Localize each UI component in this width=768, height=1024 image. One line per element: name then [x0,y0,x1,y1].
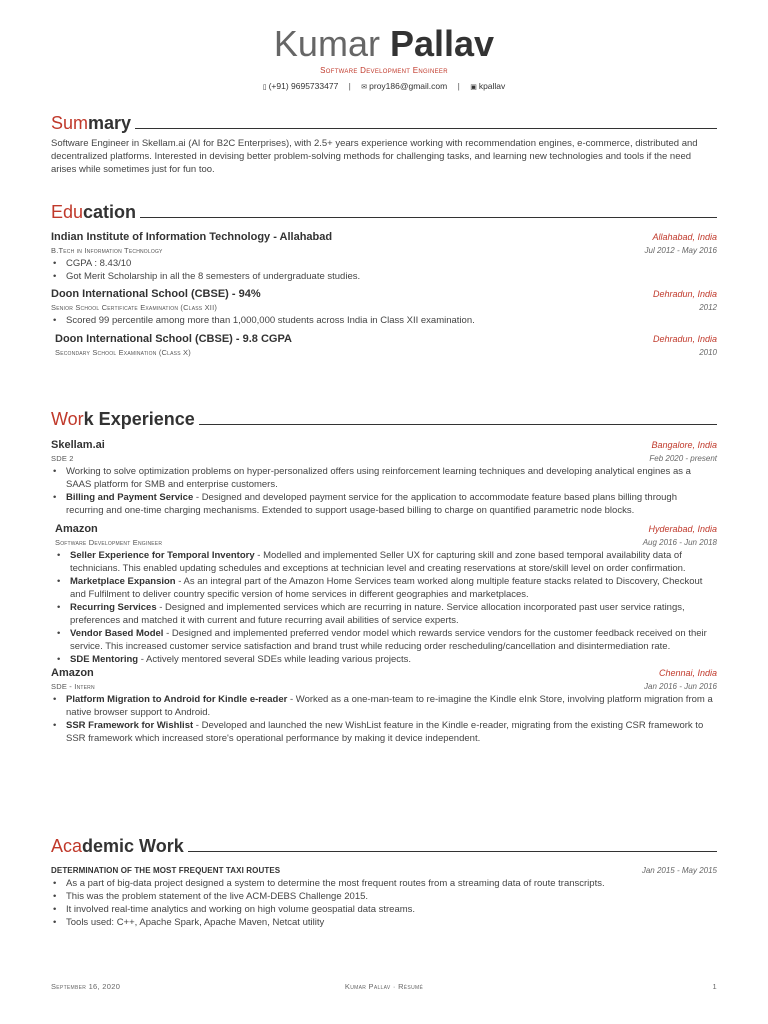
list-item [55,549,717,575]
company-name: Skellam.ai [51,439,105,451]
item-heading: Seller Experience for Temporal Inventory [70,550,255,561]
item-heading: SSR Framework for Wishlist [66,720,194,731]
item-text: - Designed and developed payment service for the application to accommodate feature based plans billing through recurring and one-time charging mechanisms. Extended to support usage-based billing to charge on quantified parametric node blocks. [66,492,677,516]
institution-name: Indian Institute of Information Technology - Allahabad [51,231,333,243]
list-item [51,719,717,745]
detail-list [51,693,717,745]
education-entry [51,333,717,357]
section-heading [51,834,717,856]
phone-number: (+91) 9695733477 [268,81,339,91]
job-entry [51,667,717,745]
footer-date: September 16, 2020 [51,982,121,991]
section-heading [51,111,717,133]
education-section [51,200,717,357]
item-heading: Vendor Based Model [70,628,164,639]
title-accent: Sum [51,113,89,133]
location: Dehradun, India [652,289,717,299]
date-range: Jan 2016 - Jun 2016 [644,682,717,691]
section-title [51,113,131,133]
list-item: • As a part of big-data project designed a system to determine the most frequent routes from a streaming data of route transcripts. [51,877,717,890]
title-accent: Edu [51,202,84,222]
linkedin-icon: ▣ [470,84,477,91]
footer-title: Kumar Pallav · Résumé [344,982,424,991]
item-text: - As an integral part of the Amazon Home Services team worked along multiple feature stacks related to Discovery, Checkout and Fulfilment to deliver country specific version of home services in different geographies and marketplaces. [70,576,703,600]
item-text: - Worked as a one-man-team to re-imagine the Kindle eInk Store, involving platform migration from a native browser support to Android. [66,694,713,718]
detail-list [51,465,717,517]
separator: | [457,81,460,91]
location: Allahabad, India [652,232,717,242]
title-accent: Aca [51,836,83,856]
email-link[interactable]: proy186@gmail.com [369,81,448,91]
item-text: Working to solve optimization problems on hyper-personalized offers using reinforcement learning techniques and developing analytical engines as a SAAS platform for SMB and enterprise customers. [66,466,691,490]
job-title: SDE 2 [51,454,74,463]
job-position: Software Development Engineer [320,66,448,75]
item-text: - Actively mentored several SDEs while leading various projects. [138,654,412,665]
location: Hyderabad, India [648,524,717,534]
list-item [55,601,717,627]
location: Dehradun, India [652,334,717,344]
title-rest: k Experience [83,409,195,429]
project-entry [51,866,717,929]
job-entry [51,523,717,666]
section-divider [140,217,717,218]
company-name: Amazon [51,667,94,679]
list-item: • Tools used: C++, Apache Spark, Apache Maven, Netcat utility [51,916,717,929]
item-text: - Developed and launched the new WishList feature in the Kindle e-reader, migrating from the existing CSR framework to SSR framework which increased store's operational performance by making it device independent. [66,720,704,744]
degree: Secondary School Examination (Class X) [55,348,191,357]
job-title: SDE - Intern [51,682,95,691]
list-item [55,653,717,666]
academic-work-section [51,834,717,929]
candidate-name [0,22,768,66]
summary-section [51,111,717,176]
company-name: Amazon [55,523,98,535]
list-item [51,491,717,517]
item-heading: Billing and Payment Service [66,492,194,503]
institution-name: Doon International School (CBSE) - 9.8 CGPA [55,333,292,345]
section-title [51,409,195,429]
date-range: 2012 [699,303,717,312]
list-item: • It involved real-time analytics and working on high volume geospatial data streams. [51,903,717,916]
section-title [51,202,136,222]
title-rest: demic Work [82,836,184,856]
list-item: • Got Merit Scholarship in all the 8 semesters of undergraduate studies. [51,270,717,283]
section-divider [188,851,717,852]
date-range: 2010 [699,348,717,357]
item-text: - Modelled and implemented Seller UX for capturing skill and zone based temporal availability data of technicians. This enabled updating schedules and exceptions at technician level and creating reservations at store/skill level on order confirmation. [70,550,686,574]
education-entry [51,231,717,283]
degree: B.Tech in Information Technology [51,246,163,255]
location: Bangalore, India [651,440,717,450]
date-range: Jan 2015 - May 2015 [641,866,717,875]
date-range: Feb 2020 - present [649,454,717,463]
linkedin-link[interactable]: kpallav [478,81,506,91]
degree: Senior School Certificate Examination (Class XII) [51,303,218,312]
project-title: DETERMINATION OF THE MOST FREQUENT TAXI ROUTES [51,866,281,875]
title-accent: Wor [51,409,84,429]
separator: | [348,81,351,91]
title-rest: mary [88,113,132,133]
item-text: - Designed and implemented services which are recurring in nature. Service allocation incorporated past user service ratings, preferences and matched it with current and future recurring avail abilities of service experts. [70,602,685,626]
resume-header [0,22,768,91]
summary-text: Software Engineer in Skellam.ai (AI for B2C Enterprises), with 2.5+ years experience working with recommendation engines, e-commerce, distributed and decentralized platforms. Interested in devising better problem-solving methods for challenging tasks, and learning new technologies and tools if the need arises while sometimes just for fun too. [51,138,698,175]
job-entry [51,439,717,517]
date-range: Aug 2016 - Jun 2018 [642,538,717,547]
page-number: 1 [712,982,717,991]
section-divider [199,424,717,425]
section-heading [51,407,717,429]
title-rest: cation [83,202,137,222]
list-item: • Scored 99 percentile among more than 1,000,000 students across India in Class XII examination. [51,314,717,327]
detail-list [51,877,717,929]
item-heading: SDE Mentoring [70,654,139,665]
list-item: • This was the problem statement of the live ACM-DEBS Challenge 2015. [51,890,717,903]
list-item: • CGPA : 8.43/10 [51,257,717,270]
date-range: Jul 2012 - May 2016 [644,246,717,255]
section-title [51,836,184,856]
list-item [55,575,717,601]
list-item [55,627,717,653]
first-name: Kumar [273,23,380,64]
work-experience-section [51,407,717,745]
institution-name: Doon International School (CBSE) - 94% [51,288,261,300]
last-name: Pallav [389,23,495,64]
job-title: Software Development Engineer [55,538,163,547]
item-text: - Designed and implemented preferred vendor model which rewards service vendors for the customer feedback received on their service. This increased customer service satisfaction and brand trust while reducing order rescheduling/cancellation and disintermediation rate. [70,628,707,652]
item-heading: Marketplace Expansion [70,576,176,587]
list-item [51,693,717,719]
item-heading: Recurring Services [70,602,157,613]
envelope-icon: ✉ [361,84,368,91]
education-entry [51,288,717,327]
contact-line [0,81,768,91]
detail-list [51,314,717,327]
list-item [51,465,717,491]
location: Chennai, India [658,668,717,678]
section-divider [135,128,717,129]
section-heading [51,200,717,222]
item-heading: Platform Migration to Android for Kindle e-reader [66,694,288,705]
detail-list [55,549,717,666]
mobile-icon: ▯ [262,84,267,91]
detail-list [51,257,717,283]
